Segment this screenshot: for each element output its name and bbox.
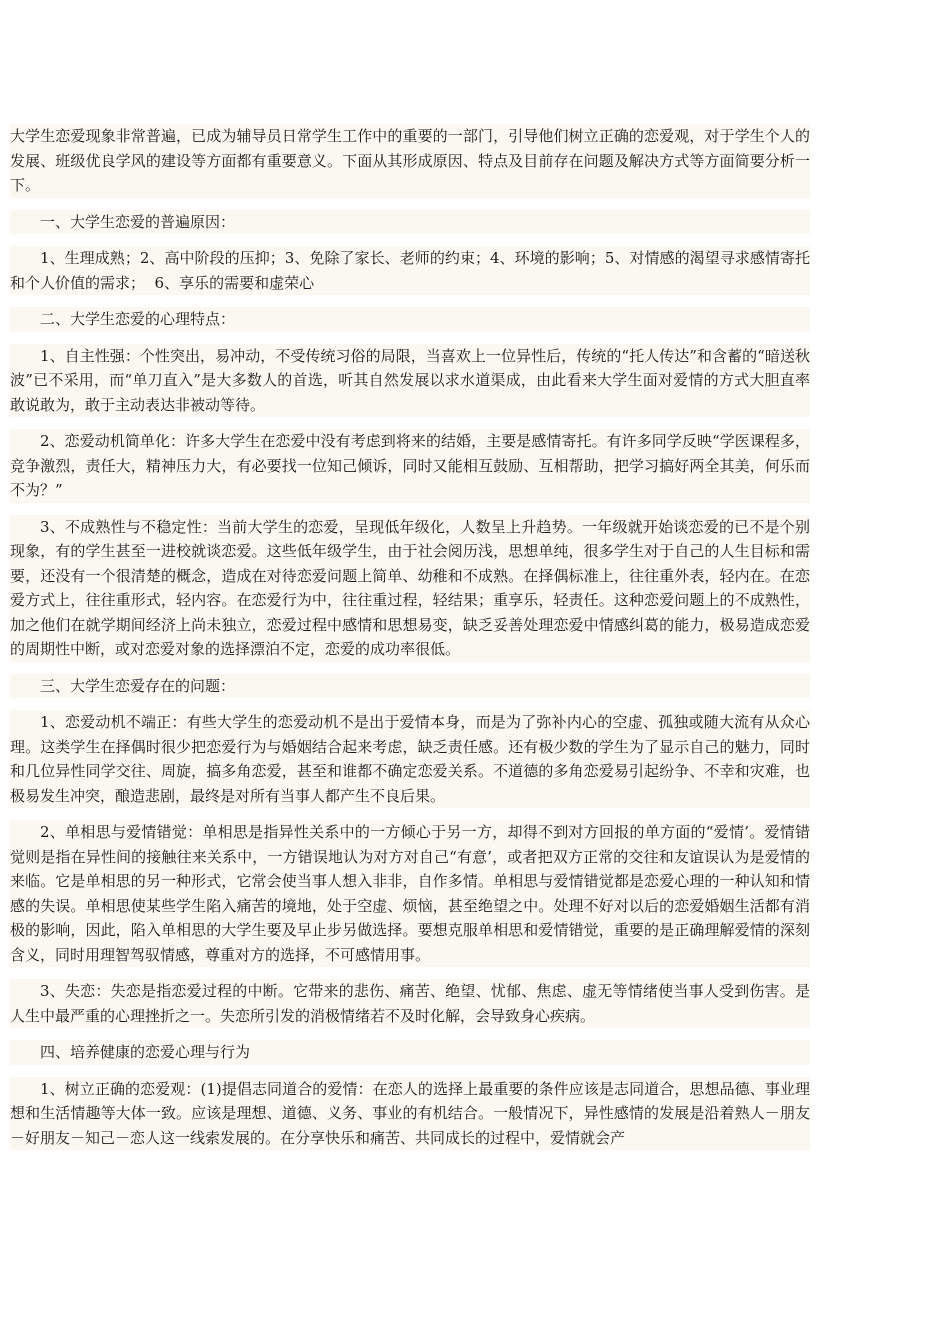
paragraph-heartbreak: 3、失恋：失恋是指恋爱过程的中断。它带来的悲伤、痛苦、绝望、忧郁、焦虑、虚无等情绪使当事人受到伤害。是人生中最严重的心理挫折之一。失恋所引发的消极情绪若不及时化解，会导致身心疾病。 — [10, 979, 810, 1028]
paragraph-unrequited-love: 2、单相思与爱情错觉：单相思是指异性关系中的一方倾心于另一方，却得不到对方回报的单方面的“爱情’。爱情错觉则是指在异性间的接触往来关系中，一方错误地认为对方对自己“有意’，或者把双方正常的交往和友谊误认为是爱情的来临。它是单相思的另一种形式，它常会使当事人想入非非，自作多情。单相思与爱情错觉都是恋爱心理的一种认知和情感的失误。单相思使某些学生陷入痛苦的境地，处于空虚、烦恼，甚至绝望之中。处理不好对以后的恋爱婚姻生活都有消极的影响，因此，陷入单相思的大学生要及早止步另做选择。要想克服单相思和爱情错觉，重要的是正确理解爱情的深刻含义，同时用理智驾驭情感，尊重对方的选择，不可感情用事。 — [10, 820, 810, 967]
section-heading-causes: 一、大学生恋爱的普遍原因： — [10, 210, 810, 235]
paragraph-immaturity: 3、不成熟性与不稳定性：当前大学生的恋爱，呈现低年级化，人数呈上升趋势。一年级就开始谈恋爱的已不是个别现象，有的学生甚至一进校就谈恋爱。这些低年级学生，由于社会阅历浅，思想单纯，很多学生对于自己的人生目标和需要，还没有一个很清楚的概念，造成在对待恋爱问题上简单、幼稚和不成熟。在择偶标准上，往往重外表，轻内在。在恋爱方式上，往往重形式，轻内容。在恋爱行为中，往往重过程，轻结果；重享乐，轻责任。这种恋爱问题上的不成熟性，加之他们在就学期间经济上尚未独立，恋爱过程中感情和思想易变，缺乏妥善处理恋爱中情感纠葛的能力，极易造成恋爱的周期性中断，或对恋爱对象的选择漂泊不定，恋爱的成功率很低。 — [10, 515, 810, 662]
paragraph-intro: 大学生恋爱现象非常普遍，已成为辅导员日常学生工作中的重要的一部门，引导他们树立正确的恋爱观，对于学生个人的发展、班级优良学风的建设等方面都有重要意义。下面从其形成原因、特点及目前存在问题及解决方式等方面简要分析一下。 — [10, 124, 810, 198]
paragraph-motivation: 2、恋爱动机简单化：许多大学生在恋爱中没有考虑到将来的结婚，主要是感情寄托。有许多同学反映“学医课程多，竞争激烈，责任大，精神压力大，有必要找一位知己倾诉，同时又能相互鼓励、互相帮助，把学习搞好两全其美，何乐而不为？” — [10, 429, 810, 503]
section-heading-problems: 三、大学生恋爱存在的问题： — [10, 674, 810, 699]
section-heading-healthy-love: 四、培养健康的恋爱心理与行为 — [10, 1040, 810, 1065]
section-heading-psychology: 二、大学生恋爱的心理特点： — [10, 307, 810, 332]
paragraph-autonomy: 1、自主性强：个性突出，易冲动，不受传统习俗的局限，当喜欢上一位异性后，传统的“托人传达”和含蓄的“暗送秋波”已不采用，而“单刀直入”是大多数人的首选，听其自然发展以求水道渠成，由此看来大学生面对爱情的方式大胆直率敢说敢为，敢于主动表达非被动等待。 — [10, 344, 810, 418]
document-body — [10, 124, 810, 1162]
paragraph-causes-list: 1、生理成熟；2、高中阶段的压抑；3、免除了家长、老师的约束；4、环境的影响；5、对情感的渴望寻求感情寄托和个人价值的需求； 6、享乐的需要和虚荣心 — [10, 246, 810, 295]
paragraph-correct-view: 1、树立正确的恋爱观：(1)提倡志同道合的爱情：在恋人的选择上最重要的条件应该是志同道合，思想品德、事业理想和生活情趣等大体一致。应该是理想、道德、义务、事业的有机结合。一般情况下，异性感情的发展是沿着熟人－朋友－好朋友－知己－恋人这一线索发展的。在分享快乐和痛苦、共同成长的过程中，爱情就会产 — [10, 1077, 810, 1151]
paragraph-improper-motive: 1、恋爱动机不端正：有些大学生的恋爱动机不是出于爱情本身，而是为了弥补内心的空虚、孤独或随大流有从众心理。这类学生在择偶时很少把恋爱行为与婚姻结合起来考虑，缺乏责任感。还有极少数的学生为了显示自己的魅力，同时和几位异性同学交往、周旋，搞多角恋爱，甚至和谁都不确定恋爱关系。不道德的多角恋爱易引起纷争、不幸和灾难，也极易发生冲突，酿造悲剧，最终是对所有当事人都产生不良后果。 — [10, 710, 810, 808]
